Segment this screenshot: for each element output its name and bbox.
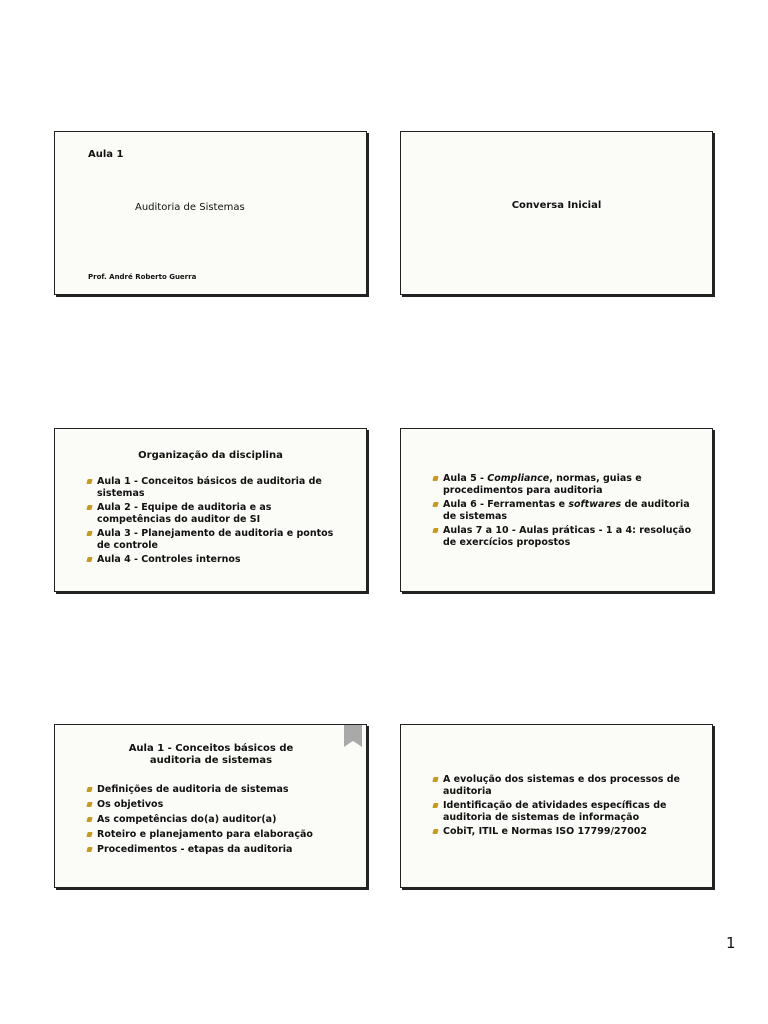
- list-item: A evolução dos sistemas e dos processos de auditoria: [433, 774, 693, 797]
- list-item: Aula 4 - Controles internos: [87, 554, 347, 566]
- bullet-icon: [432, 803, 438, 808]
- slide-3-bullet-list: [87, 476, 347, 569]
- list-item: Aula 5 - Compliance, normas, guias e procedimentos para auditoria: [433, 473, 693, 496]
- slide-1: [54, 131, 367, 295]
- bullet-icon: [432, 777, 438, 782]
- bullet-icon: [432, 829, 438, 834]
- slide-1-professor: Prof. André Roberto Guerra: [88, 273, 197, 281]
- slide-4-bullet-list: [433, 473, 693, 551]
- slide-1-aula-label: Aula 1: [88, 149, 124, 160]
- bullet-icon: [432, 476, 438, 481]
- page-number: 1: [726, 934, 736, 952]
- list-item: Os objetivos: [87, 799, 347, 811]
- list-item: Definições de auditoria de sistemas: [87, 784, 347, 796]
- bullet-icon: [86, 787, 92, 792]
- slide-4: [400, 428, 713, 592]
- list-item: Aulas 7 a 10 - Aulas práticas - 1 a 4: resolução de exercícios propostos: [433, 525, 693, 548]
- bullet-icon: [86, 479, 92, 484]
- bullet-icon: [86, 802, 92, 807]
- slide-5: [54, 724, 367, 888]
- bookmark-icon: [344, 725, 362, 747]
- list-item: Aula 2 - Equipe de auditoria e as competências do auditor de SI: [87, 502, 347, 525]
- bullet-icon: [432, 528, 438, 533]
- slide-1-title: Auditoria de Sistemas: [135, 202, 245, 213]
- slide-3: [54, 428, 367, 592]
- bullet-icon: [86, 505, 92, 510]
- slide-6-bullet-list: [433, 774, 693, 841]
- list-item: Aula 1 - Conceitos básicos de auditoria de sistemas: [87, 476, 347, 499]
- list-item: CobiT, ITIL e Normas ISO 17799/27002: [433, 826, 693, 838]
- bullet-icon: [86, 847, 92, 852]
- slide-5-title: Aula 1 - Conceitos básicos de auditoria de sistemas: [128, 743, 294, 766]
- list-item: Aula 6 - Ferramentas e softwares de auditoria de sistemas: [433, 499, 693, 522]
- list-item: Identificação de atividades específicas de auditoria de sistemas de informação: [433, 800, 693, 823]
- list-item: As competências do(a) auditor(a): [87, 814, 347, 826]
- bullet-icon: [432, 502, 438, 507]
- bullet-icon: [86, 531, 92, 536]
- list-item: Roteiro e planejamento para elaboração: [87, 829, 347, 841]
- bullet-icon: [86, 557, 92, 562]
- slide-3-title: Organização da disciplina: [138, 450, 283, 461]
- bullet-icon: [86, 832, 92, 837]
- slide-5-bullet-list: [87, 784, 347, 859]
- bullet-icon: [86, 817, 92, 822]
- slide-6: [400, 724, 713, 888]
- list-item: Aula 3 - Planejamento de auditoria e pontos de controle: [87, 528, 347, 551]
- slide-2: [400, 131, 713, 295]
- slide-2-title: Conversa Inicial: [511, 200, 602, 211]
- list-item: Procedimentos - etapas da auditoria: [87, 844, 347, 856]
